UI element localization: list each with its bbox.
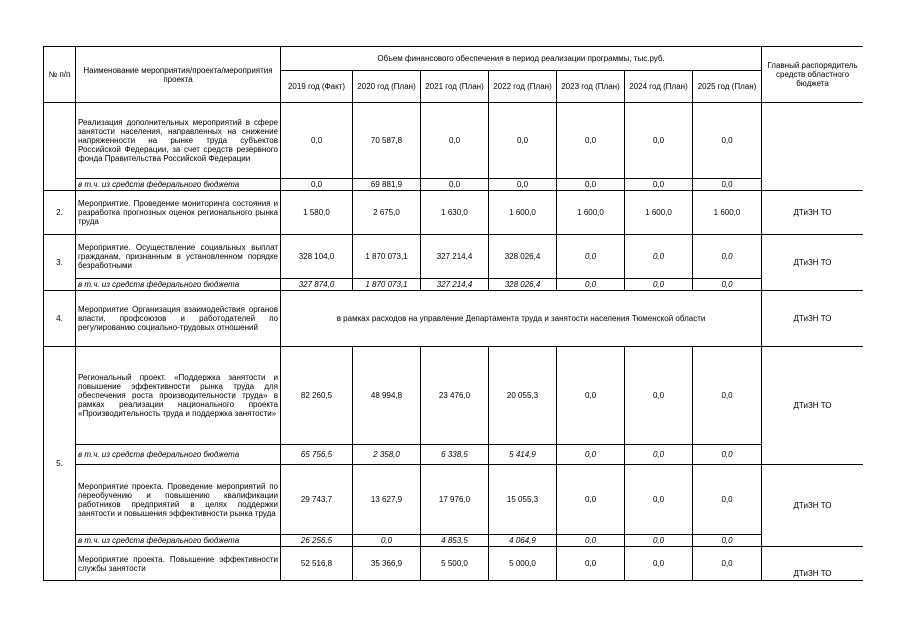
row-num: 4. bbox=[44, 291, 76, 347]
manager-cell: ДТиЗН ТО bbox=[762, 347, 863, 465]
federal-value: 0,0 bbox=[489, 179, 557, 191]
value-cell: 1 870 073,1 bbox=[353, 235, 421, 279]
value-cell: 70 587,8 bbox=[353, 103, 421, 179]
value-cell: 0,0 bbox=[421, 103, 489, 179]
federal-value: 327 214,4 bbox=[421, 279, 489, 291]
manager-cell: ДТиЗН ТО bbox=[762, 547, 863, 581]
row-name: Мероприятие проекта. Проведение мероприятий по переобучению и повышению квалификации работников предприятий в целях поддержки занятости и повышения эффективности рынка труда bbox=[76, 465, 281, 535]
funding-table bbox=[43, 46, 863, 581]
value-cell: 1 600,0 bbox=[557, 191, 625, 235]
federal-value: 69 881,9 bbox=[353, 179, 421, 191]
row-name: Мероприятие проекта. Повышение эффективности службы занятости bbox=[76, 547, 281, 581]
value-cell: 328 104,0 bbox=[281, 235, 353, 279]
value-cell: 0,0 bbox=[557, 235, 625, 279]
federal-value: 0,0 bbox=[693, 445, 762, 465]
federal-value: 0,0 bbox=[693, 179, 762, 191]
row-num: 5. bbox=[44, 347, 76, 581]
value-cell: 0,0 bbox=[557, 547, 625, 581]
value-cell: 0,0 bbox=[625, 235, 693, 279]
value-cell: 0,0 bbox=[625, 465, 693, 535]
federal-label: в т.ч. из средств федерального бюджета bbox=[76, 279, 281, 291]
value-cell: 5 000,0 bbox=[489, 547, 557, 581]
value-cell: 0,0 bbox=[625, 103, 693, 179]
value-cell: 0,0 bbox=[693, 103, 762, 179]
value-cell: 1 600,0 bbox=[489, 191, 557, 235]
value-cell: 23 476,0 bbox=[421, 347, 489, 445]
federal-value: 5 414,9 bbox=[489, 445, 557, 465]
header-manager: Главный распорядитель средств областного бюджета bbox=[762, 47, 863, 103]
header-year: 2022 год (План) bbox=[489, 71, 557, 103]
manager-cell: ДТиЗН ТО bbox=[762, 291, 863, 347]
federal-value: 4 853,5 bbox=[421, 535, 489, 547]
value-cell: 5 500,0 bbox=[421, 547, 489, 581]
header-year: 2025 год (План) bbox=[693, 71, 762, 103]
row-name: Мероприятие. Проведение мониторинга состояния и разработка прогнозных оценок регионального рынка труда bbox=[76, 191, 281, 235]
federal-value: 0,0 bbox=[625, 535, 693, 547]
header-name: Наименование мероприятия/проекта/мероприятия проекта bbox=[76, 47, 281, 103]
value-cell: 1 630,0 bbox=[421, 191, 489, 235]
value-cell: 29 743,7 bbox=[281, 465, 353, 535]
row-num-empty bbox=[44, 103, 76, 191]
federal-value: 0,0 bbox=[557, 535, 625, 547]
value-cell: 0,0 bbox=[489, 103, 557, 179]
federal-label: в т.ч. из средств федерального бюджета bbox=[76, 179, 281, 191]
value-cell: 0,0 bbox=[625, 547, 693, 581]
federal-value: 0,0 bbox=[557, 279, 625, 291]
federal-value: 0,0 bbox=[353, 535, 421, 547]
value-cell: 2 675,0 bbox=[353, 191, 421, 235]
row-num: 2. bbox=[44, 191, 76, 235]
row-name: Мероприятие. Осуществление социальных выплат гражданам, признанным в установленном порядке безработными bbox=[76, 235, 281, 279]
federal-value: 0,0 bbox=[693, 279, 762, 291]
manager-cell: ДТиЗН ТО bbox=[762, 191, 863, 235]
value-cell: 1 580,0 bbox=[281, 191, 353, 235]
value-cell: 0,0 bbox=[625, 347, 693, 445]
merged-note: в рамках расходов на управление Департамента труда и занятости населения Тюменской области bbox=[281, 291, 762, 347]
value-cell: 48 994,8 bbox=[353, 347, 421, 445]
federal-value: 0,0 bbox=[693, 535, 762, 547]
header-year: 2019 год (Факт) bbox=[281, 71, 353, 103]
value-cell: 0,0 bbox=[557, 103, 625, 179]
header-year: 2023 год (План) bbox=[557, 71, 625, 103]
value-cell: 0,0 bbox=[693, 465, 762, 535]
federal-value: 0,0 bbox=[421, 179, 489, 191]
value-cell: 0,0 bbox=[557, 347, 625, 445]
value-cell: 0,0 bbox=[557, 465, 625, 535]
manager-cell: ДТиЗН ТО bbox=[762, 465, 863, 547]
row-name: Региональный проект. «Поддержка занятости и повышение эффективности рынка труда для обеспечения роста производительности труда» в рамках реализации национального проекта «Производительность труда и поддержка занятости» bbox=[76, 347, 281, 445]
federal-value: 0,0 bbox=[625, 445, 693, 465]
federal-value: 6 338,5 bbox=[421, 445, 489, 465]
row-name: Реализация дополнительных мероприятий в сфере занятости населения, направленных на снижение напряженности на рынке труда субъектов Российской Федерации, за счет средств резервного фонда Правительства Российской Федерации bbox=[76, 103, 281, 179]
value-cell: 327 214,4 bbox=[421, 235, 489, 279]
row-name: Мероприятие Организация взаимодействия органов власти, профсоюзов и работодателей по регулированию социально-трудовых отношений bbox=[76, 291, 281, 347]
value-cell: 0,0 bbox=[693, 547, 762, 581]
value-cell: 328 026,4 bbox=[489, 235, 557, 279]
federal-label: в т.ч. из средств федерального бюджета bbox=[76, 535, 281, 547]
value-cell: 15 055,3 bbox=[489, 465, 557, 535]
manager-empty bbox=[762, 103, 863, 191]
manager-cell: ДТиЗН ТО bbox=[762, 235, 863, 291]
header-year: 2024 год (План) bbox=[625, 71, 693, 103]
federal-value: 2 358,0 bbox=[353, 445, 421, 465]
value-cell: 1 600,0 bbox=[625, 191, 693, 235]
federal-value: 327 874,0 bbox=[281, 279, 353, 291]
federal-value: 0,0 bbox=[557, 445, 625, 465]
federal-value: 0,0 bbox=[281, 179, 353, 191]
value-cell: 52 516,8 bbox=[281, 547, 353, 581]
funding-table-container bbox=[43, 46, 863, 606]
value-cell: 0,0 bbox=[693, 347, 762, 445]
value-cell: 17 976,0 bbox=[421, 465, 489, 535]
header-num: № п/п bbox=[44, 47, 76, 103]
header-year: 2021 год (План) bbox=[421, 71, 489, 103]
federal-label: в т.ч. из средств федерального бюджета bbox=[76, 445, 281, 465]
value-cell: 82 260,5 bbox=[281, 347, 353, 445]
federal-value: 0,0 bbox=[625, 179, 693, 191]
value-cell: 35 366,9 bbox=[353, 547, 421, 581]
row-num: 3. bbox=[44, 235, 76, 291]
value-cell: 13 627,9 bbox=[353, 465, 421, 535]
header-funding: Объем финансового обеспечения в период реализации программы, тыс.руб. bbox=[281, 47, 762, 71]
value-cell: 1 600,0 bbox=[693, 191, 762, 235]
federal-value: 328 026,4 bbox=[489, 279, 557, 291]
federal-value: 0,0 bbox=[557, 179, 625, 191]
federal-value: 4 064,9 bbox=[489, 535, 557, 547]
value-cell: 0,0 bbox=[281, 103, 353, 179]
value-cell: 0,0 bbox=[693, 235, 762, 279]
header-year: 2020 год (План) bbox=[353, 71, 421, 103]
federal-value: 0,0 bbox=[625, 279, 693, 291]
value-cell: 20 055,3 bbox=[489, 347, 557, 445]
federal-value: 65 756,5 bbox=[281, 445, 353, 465]
federal-value: 1 870 073,1 bbox=[353, 279, 421, 291]
federal-value: 26 256,5 bbox=[281, 535, 353, 547]
